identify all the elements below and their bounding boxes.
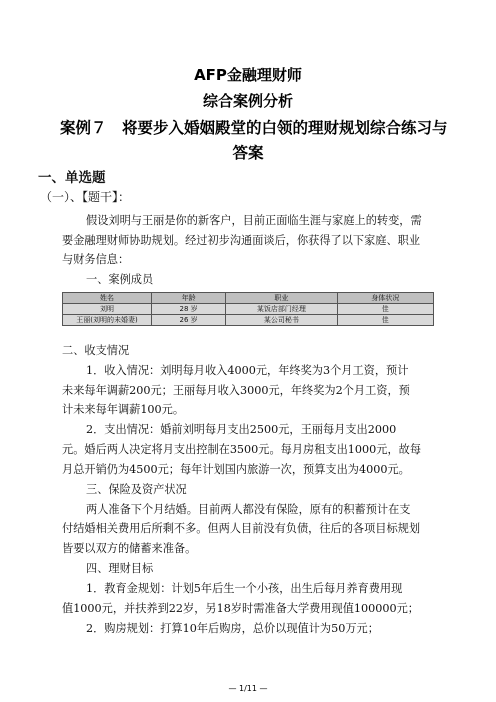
income-p1-line-1: 1．收入情况：刘明每月收入4000元，年终奖为3个月工资，预计	[86, 364, 409, 377]
cell-name: 王丽(刘明的未婚妻)	[63, 315, 152, 326]
cell-name: 刘明	[63, 304, 152, 315]
income-p2-line-3: 月总开销仍为4500元；每年计划国内旅游一次，预算支出为4000元。	[62, 463, 410, 476]
table-row	[63, 304, 434, 315]
doc-title-subject: 综合案例分析	[202, 92, 293, 110]
insurance-line-1: 两人准备下个月结婚。目前两人都没有保险，原有的积蓄预计在支	[86, 503, 411, 516]
cell-age: 28 岁	[152, 304, 226, 315]
table-row	[63, 315, 434, 326]
doc-title-afp: AFP金融理财师	[194, 66, 302, 84]
goals-heading: 四、理财目标	[86, 562, 154, 575]
intro-line-3: 与财务信息：	[62, 253, 130, 266]
section-heading-single-choice: 一、单选题	[38, 170, 106, 186]
doc-title-case-cont: 答案	[232, 144, 264, 162]
insurance-line-2: 付结婚相关费用后所剩不多。但两人目前没有负债，往后的各项目标规划	[62, 522, 421, 535]
col-header-name: 姓名	[63, 293, 152, 304]
income-p1-line-3: 计未来每年调薪100元。	[62, 403, 185, 416]
question-stem-label: （一）、【题干】：	[40, 190, 131, 204]
col-header-age: 年龄	[152, 293, 226, 304]
income-p2-line-2: 元。婚后两人决定将月支出控制在3500元。每月房租支出1000元，故每	[62, 443, 422, 456]
cell-age: 26 岁	[152, 315, 226, 326]
goals-education-line-1: 1．教育金规划：计划5年后生一个小孩，出生后每月养育费用现	[86, 582, 403, 595]
members-heading: 一、案例成员	[86, 273, 154, 286]
members-table	[62, 292, 434, 326]
insurance-line-3: 皆要以双方的储蓄来准备。	[62, 542, 197, 555]
goals-education-line-2: 值1000元，并扶养到22岁，另18岁时需准备大学费用现值100000元；	[62, 602, 419, 615]
income-p1-line-2: 未来每年调薪200元；王丽每月收入3000元，年终奖为2个月工资，预	[62, 384, 410, 397]
intro-line-2: 要金融理财师协助规划。经过初步沟通面谈后，你获得了以下家庭、职业	[62, 234, 421, 247]
col-header-health: 身体状况	[337, 293, 433, 304]
col-header-job: 职业	[226, 293, 337, 304]
members-table-header	[63, 293, 434, 304]
doc-title-case: 案例７ 将要步入婚姻殿堂的白领的理财规划综合练习与	[60, 119, 448, 137]
income-heading: 二、收支情况	[62, 344, 130, 357]
cell-health: 佳	[337, 304, 433, 315]
income-p2-line-1: 2．支出情况：婚前刘明每月支出2500元，王丽每月支出2000	[86, 423, 397, 436]
insurance-heading: 三、保险及资产状况	[86, 483, 187, 496]
cell-job: 某公司秘书	[226, 315, 337, 326]
intro-line-1: 假设刘明与王丽是你的新客户，目前正面临生涯与家庭上的转变，需	[86, 214, 422, 227]
cell-job: 某饭店部门经理	[226, 304, 337, 315]
goals-housing-line-1: 2．购房规划：打算10年后购房，总价以现值计为50万元；	[86, 622, 379, 635]
cell-health: 佳	[337, 315, 433, 326]
page-number: — 1/11 —	[228, 684, 268, 693]
